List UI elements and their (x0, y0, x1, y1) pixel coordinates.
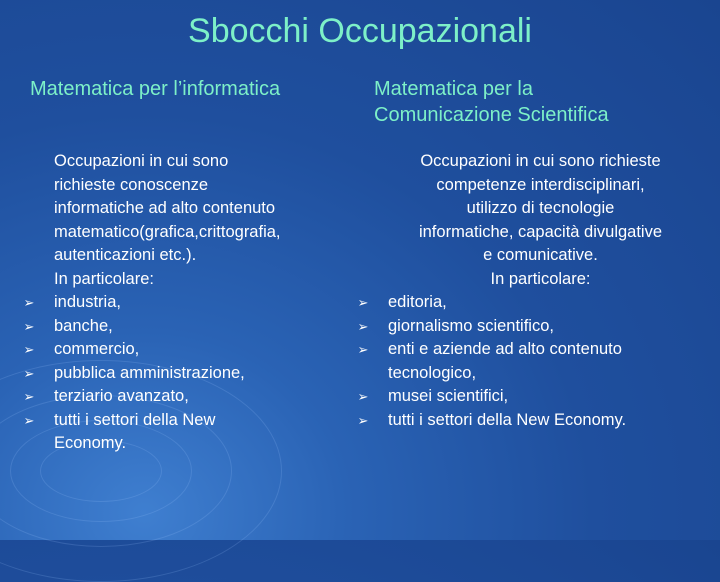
list-item-text: pubblica amministrazione, (54, 363, 245, 382)
slide-title: Sbocchi Occupazionali (188, 12, 532, 50)
arrowhead-bullet-icon: ➢ (357, 318, 369, 334)
list-item-text: industria, (54, 293, 121, 311)
left-intro-line: matematico(grafica,crittografia, (54, 222, 281, 241)
list-item-text: enti e aziende ad alto contenuto tecnologico, (388, 340, 622, 382)
arrowhead-bullet-icon: ➢ (357, 389, 369, 404)
list-item-text: musei scientifici, (388, 387, 509, 405)
left-bullet-list (23, 291, 344, 456)
list-item-text: terziario avanzato, (54, 387, 189, 405)
right-intro-line: utilizzo di tecnologie (466, 199, 615, 217)
list-item-text: tutti i settori della New Economy. (388, 410, 627, 429)
arrowhead-bullet-icon: ➢ (357, 295, 369, 310)
list-item (357, 409, 693, 433)
list-item-text: giornalismo scientifico, (388, 316, 554, 335)
right-intro-line: In particolare: (490, 269, 591, 288)
left-column-body (23, 150, 344, 456)
right-bullet-list (357, 291, 693, 432)
list-item-text: tutti i settori della New Economy. (54, 410, 216, 452)
right-heading-line-1: Matematica per la (374, 78, 533, 100)
list-item-text: commercio, (54, 340, 140, 358)
list-item (357, 385, 693, 409)
list-item (357, 291, 693, 315)
left-intro-line: In particolare: (54, 269, 154, 288)
right-heading-line-2: Comunicazione Scientifica (374, 104, 609, 126)
list-item (357, 315, 693, 339)
right-intro-line: informatiche, capacità divulgative (418, 222, 663, 241)
right-intro-line: competenze interdisciplinari, (436, 175, 645, 194)
list-item (23, 362, 344, 386)
left-intro (54, 150, 344, 291)
list-item (23, 385, 344, 409)
arrowhead-bullet-icon: ➢ (357, 342, 369, 357)
arrowhead-bullet-icon: ➢ (23, 365, 35, 381)
list-item (23, 409, 269, 456)
arrowhead-bullet-icon: ➢ (23, 389, 35, 404)
list-item (23, 338, 344, 362)
arrowhead-bullet-icon: ➢ (357, 412, 369, 428)
right-column-body (357, 150, 693, 432)
arrowhead-bullet-icon: ➢ (23, 412, 35, 428)
arrowhead-bullet-icon: ➢ (23, 342, 35, 357)
right-column-heading (374, 76, 609, 128)
arrowhead-bullet-icon: ➢ (23, 318, 35, 334)
left-intro-line: Occupazioni in cui sono (54, 152, 229, 170)
left-intro-line: informatiche ad alto contenuto (54, 199, 276, 217)
list-item-text: editoria, (388, 293, 447, 311)
list-item (23, 291, 344, 315)
list-item (357, 338, 678, 385)
left-intro-line: richieste conoscenze (54, 175, 209, 194)
right-intro-line: Occupazioni in cui sono richieste (420, 152, 661, 170)
left-column-heading: Matematica per l’informatica (30, 78, 281, 100)
right-intro-line: e comunicative. (483, 246, 598, 264)
left-intro-line: autenticazioni etc.). (54, 246, 197, 264)
list-item (23, 315, 344, 339)
list-item-text: banche, (54, 316, 113, 335)
right-intro (388, 150, 693, 291)
arrowhead-bullet-icon: ➢ (23, 295, 35, 310)
